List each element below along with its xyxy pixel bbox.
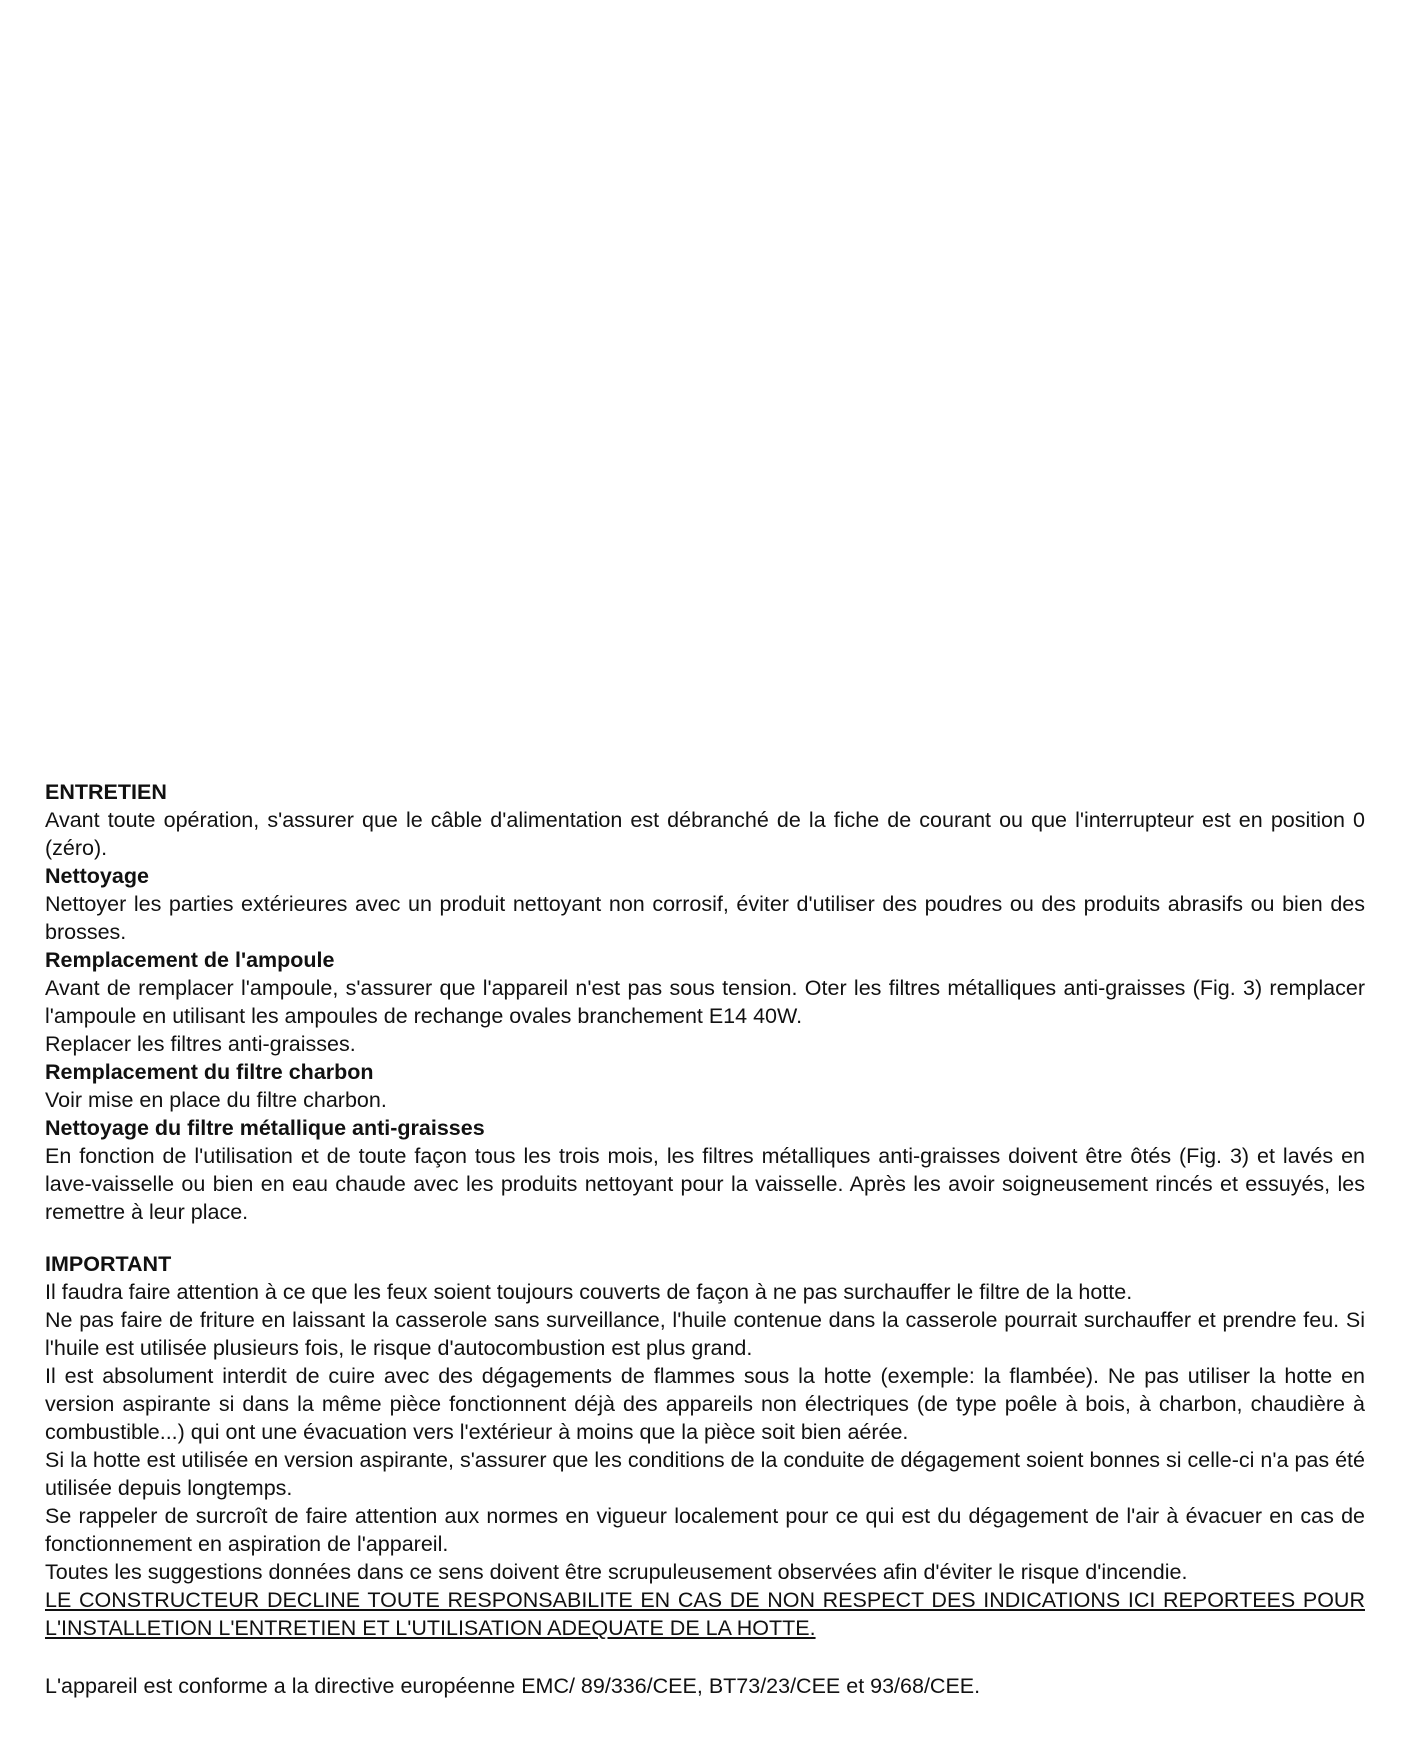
conformity-statement: L'appareil est conforme a la directive européenne EMC/ 89/336/CEE, BT73/23/CEE et 93/68/CEE. [45, 1674, 981, 1698]
important-p1: Il faudra faire attention à ce que les feux soient toujours couverts de façon à ne pas surchauffer le filtre de la hotte. [45, 1280, 1133, 1304]
important-heading: IMPORTANT [45, 1252, 172, 1276]
ampoule-text: Avant de remplacer l'ampoule, s'assurer que l'appareil n'est pas sous tension. Oter les filtres métalliques anti-graisses (Fig. 3) remplacer l'ampoule en utilisant les ampoules de rechange ovales branchement E14 40W. [45, 976, 1365, 1028]
important-section [45, 1250, 1365, 1642]
charbon-text: Voir mise en place du filtre charbon. [45, 1088, 387, 1112]
important-p5: Se rappeler de surcroît de faire attention aux normes en vigueur localement pour ce qui est du dégagement de l'air à évacuer en cas de fonctionnement en aspiration de l'appareil. [45, 1504, 1365, 1556]
section-spacer-2 [45, 1642, 1365, 1672]
charbon-heading: Remplacement du filtre charbon [45, 1060, 374, 1084]
filtre-heading: Nettoyage du filtre métallique anti-graisses [45, 1116, 485, 1140]
entretien-heading: ENTRETIEN [45, 780, 167, 804]
important-p3: Il est absolument interdit de cuire avec des dégagements de flammes sous la hotte (exemple: la flambée). Ne pas utiliser la hotte en version aspirante si dans la même pièce fonctionnent déjà des appareils non électriques (de type poêle à bois, à charbon, chaudière à combustible...) qui ont une évacuation vers l'extérieur à moins que la pièce soit bien aérée. [45, 1364, 1365, 1444]
important-p2: Ne pas faire de friture en laissant la casserole sans surveillance, l'huile contenue dans la casserole pourrait surchauffer et prendre feu. Si l'huile est utilisée plusieurs fois, le risque d'autocombustion est plus grand. [45, 1308, 1365, 1360]
important-p4: Si la hotte est utilisée en version aspirante, s'assurer que les conditions de la conduite de dégagement soient bonnes si celle-ci n'a pas été utilisée depuis longtemps. [45, 1448, 1365, 1500]
filtre-text: En fonction de l'utilisation et de toute façon tous les trois mois, les filtres métalliques anti-graisses doivent être ôtés (Fig. 3) et lavés en lave-vaisselle ou bien en eau chaude avec les produits nettoyant pour la vaisselle. Après les avoir soigneusement rincés et essuyés, les remettre à leur place. [45, 1144, 1365, 1224]
liability-warning: LE CONSTRUCTEUR DECLINE TOUTE RESPONSABILITE EN CAS DE NON RESPECT DES INDICATIONS ICI REPORTEES POUR L'INSTALLETION L'ENTRETIEN ET L'UTILISATION ADEQUATE DE LA HOTTE. [45, 1588, 1365, 1640]
entretien-intro: Avant toute opération, s'assurer que le câble d'alimentation est débranché de la fiche de courant ou que l'interrupteur est en position 0 (zéro). [45, 808, 1365, 860]
ampoule-text-2: Replacer les filtres anti-graisses. [45, 1032, 356, 1056]
entretien-section [45, 778, 1365, 1226]
section-spacer [45, 1226, 1365, 1250]
manual-page [45, 778, 1365, 1700]
nettoyage-heading: Nettoyage [45, 864, 149, 888]
nettoyage-text: Nettoyer les parties extérieures avec un produit nettoyant non corrosif, éviter d'utiliser des poudres ou des produits abrasifs ou bien des brosses. [45, 892, 1365, 944]
important-p6: Toutes les suggestions données dans ce sens doivent être scrupuleusement observées afin d'éviter le risque d'incendie. [45, 1560, 1188, 1584]
ampoule-heading: Remplacement de l'ampoule [45, 948, 335, 972]
